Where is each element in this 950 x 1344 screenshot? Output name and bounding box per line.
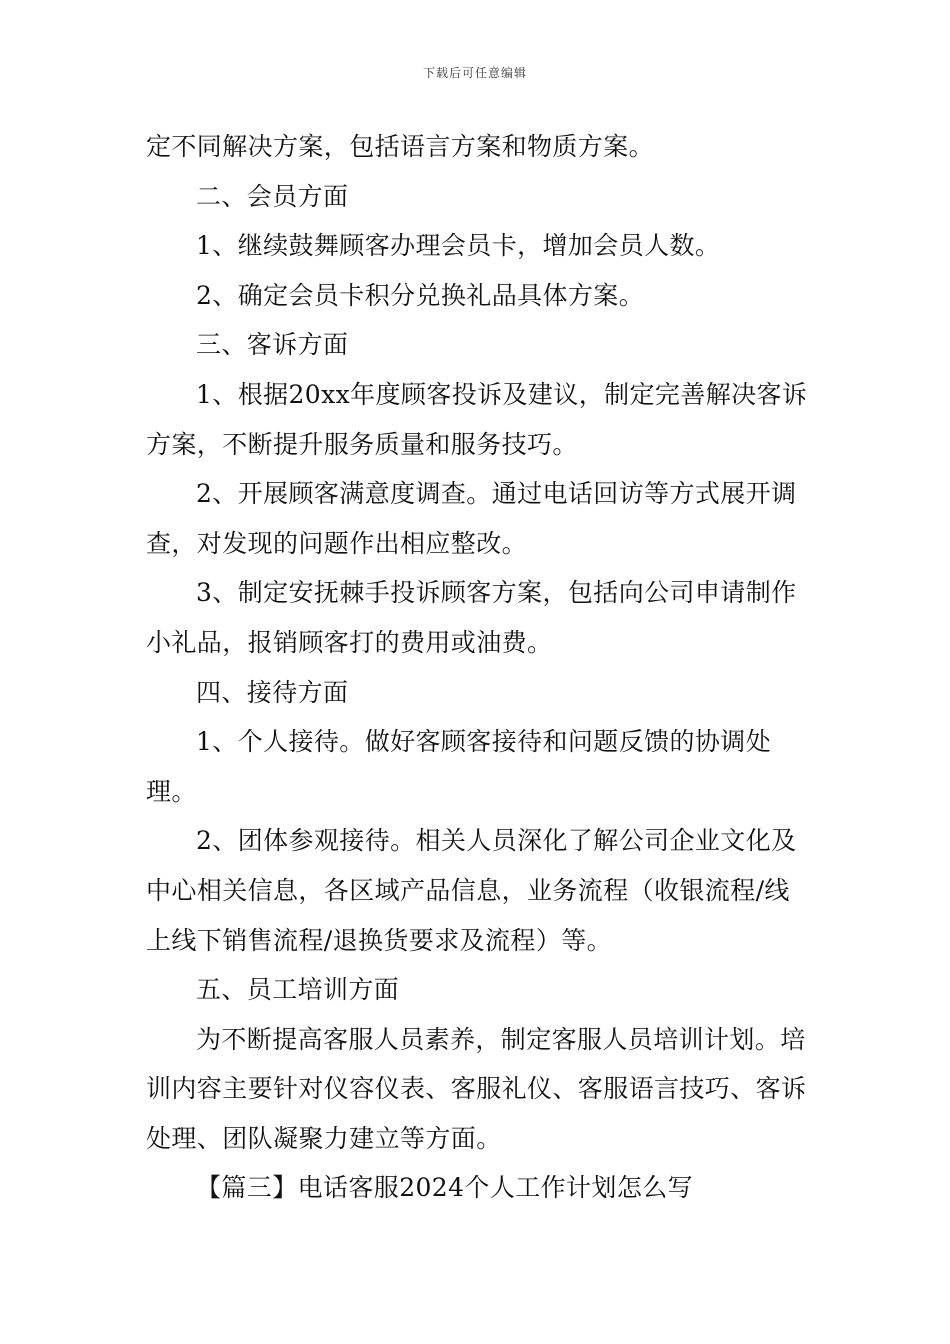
paragraph-complaints-2: 2、开展顾客满意度调查。通过电话回访等方式展开调查，对发现的问题作出相应整改。 <box>146 479 797 558</box>
paragraph-membership-2: 2、确定会员卡积分兑换礼品具体方案。 <box>196 280 645 310</box>
section-heading-reception: 四、接待方面 <box>196 677 349 707</box>
document-body <box>146 122 810 1213</box>
paragraph-reception-2: 2、团体参观接待。相关人员深化了解公司企业文化及中心相关信息，各区域产品信息，业务流程（收银流程/线上线下销售流程/退换货要求及流程）等。 <box>146 826 797 955</box>
paragraph-1: 定不同解决方案，包括语言方案和物质方案。 <box>146 132 655 161</box>
section-heading-membership: 二、会员方面 <box>196 181 349 211</box>
page-header-note: 下载后可任意编辑 <box>422 66 527 80</box>
paragraph-complaints-3: 3、制定安抚棘手投诉顾客方案，包括向公司申请制作小礼品，报销顾客打的费用或油费。 <box>146 578 797 657</box>
paragraph-reception-1: 1、个人接待。做好客顾客接待和问题反馈的协调处理。 <box>146 727 772 806</box>
paragraph-training-1: 为不断提高客服人员素养，制定客服人员培训计划。培训内容主要针对仪容仪表、客服礼仪、客服语言技巧、客诉处理、团队凝聚力建立等方面。 <box>146 1024 807 1153</box>
section-heading-training: 五、员工培训方面 <box>196 975 400 1005</box>
paragraph-membership-1: 1、继续鼓舞顾客办理会员卡，增加会员人数。 <box>196 231 721 261</box>
chapter-title-part-three: 【篇三】电话客服2024个人工作计划怎么写 <box>196 1173 694 1203</box>
section-heading-complaints: 三、客诉方面 <box>196 330 349 360</box>
paragraph-complaints-1: 1、根据20xx年度顾客投诉及建议，制定完善解决客诉方案，不断提升服务质量和服务技巧。 <box>146 379 808 459</box>
